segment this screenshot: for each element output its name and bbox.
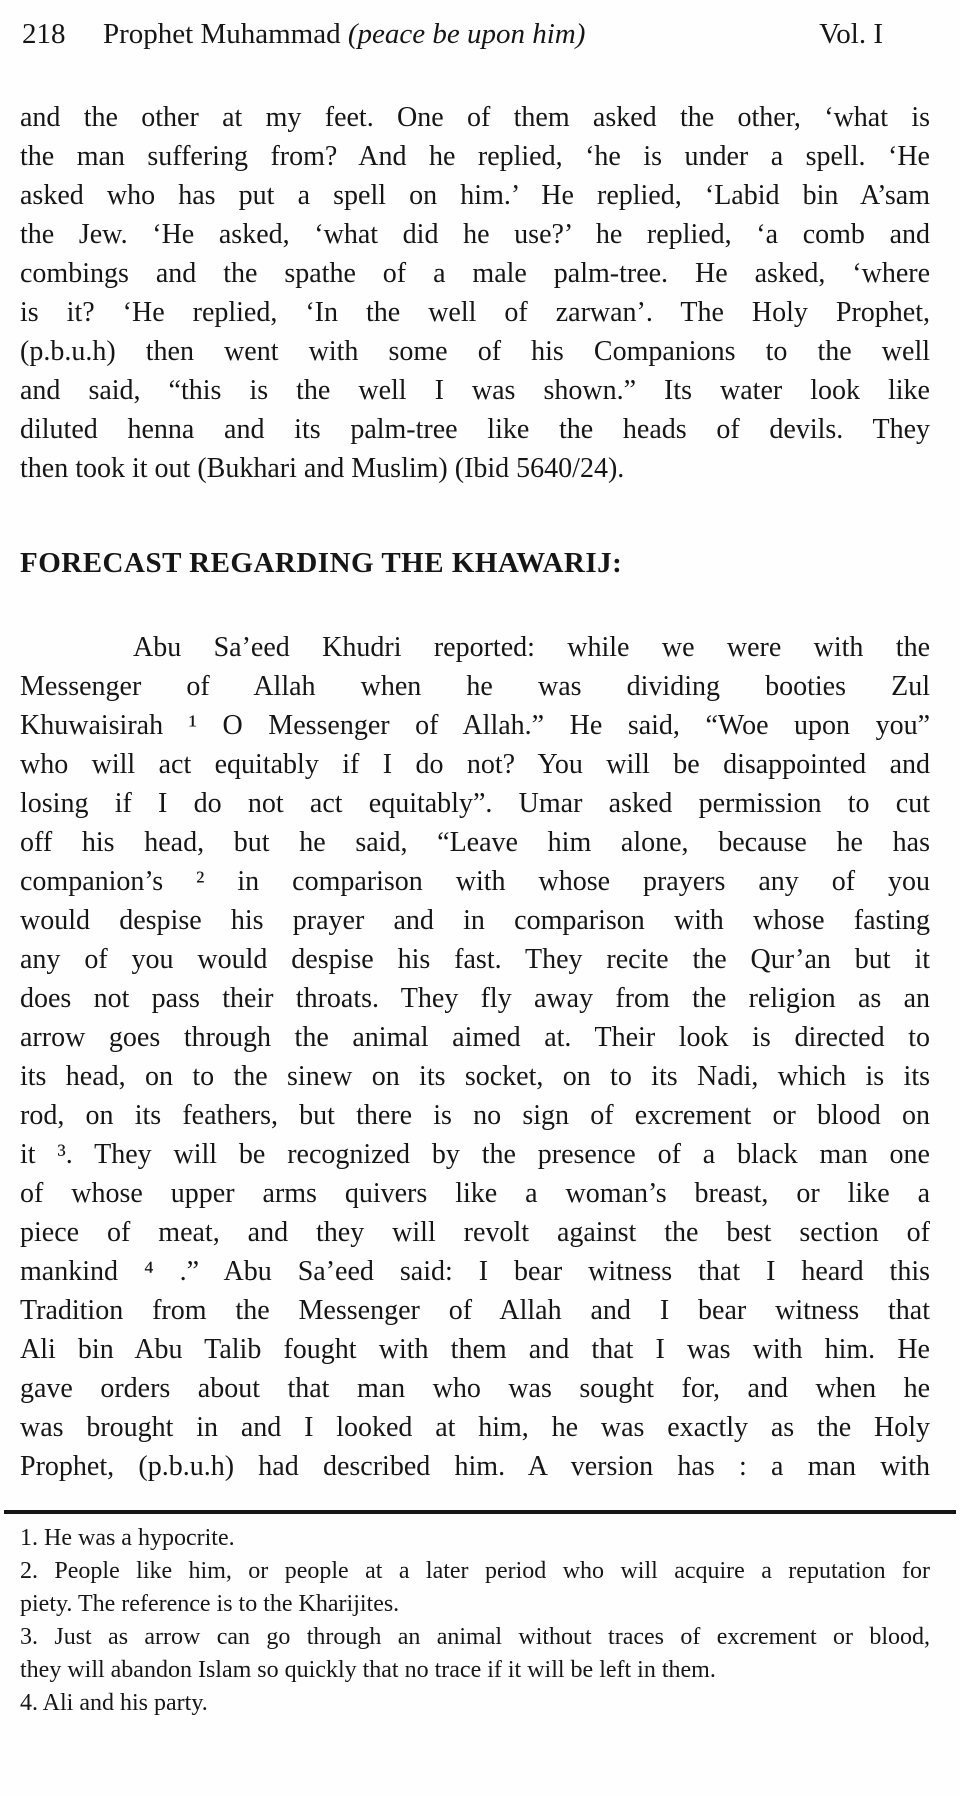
text-line: diluted henna and its palm-tree like the heads of devils. They (20, 414, 930, 445)
volume-label: Vol. I (819, 18, 883, 50)
text-line: it ³. They will be recognized by the presence of a black man one (20, 1139, 930, 1170)
text-line: Messenger of Allah when he was dividing booties Zul (20, 671, 930, 702)
section-heading: FORECAST REGARDING THE KHAWARIJ: (20, 547, 623, 579)
text-line: Khuwaisirah ¹ O Messenger of Allah.” He said, “Woe upon you” (20, 710, 930, 741)
running-title (103, 16, 585, 52)
text-line: is it? ‘He replied, ‘In the well of zarwan’. The Holy Prophet, (20, 297, 930, 328)
text-line: 4. Ali and his party. (20, 1690, 208, 1716)
text-line: the Jew. ‘He asked, ‘what did he use?’ he replied, ‘a comb and (20, 219, 930, 250)
body-paragraph-2 (20, 628, 930, 1486)
text-line: companion’s ² in comparison with whose prayers any of you (20, 866, 930, 897)
text-line: does not pass their throats. They fly away from the religion as an (20, 983, 930, 1014)
text-line: gave orders about that man who was sought for, and when he (20, 1373, 930, 1404)
text-line: (p.b.u.h) then went with some of his Companions to the well (20, 336, 930, 367)
text-line: and said, “this is the well I was shown.” Its water look like (20, 375, 930, 406)
running-title-italic: (peace be upon him) (347, 18, 586, 50)
text-line: arrow goes through the animal aimed at. Their look is directed to (20, 1022, 930, 1053)
text-line: and the other at my feet. One of them asked the other, ‘what is (20, 102, 930, 133)
text-line: 3. Just as arrow can go through an animal without traces of excrement or blood, (20, 1624, 930, 1650)
running-title-text: Prophet Muhammad (103, 18, 348, 50)
page-body (20, 98, 930, 1720)
text-line: was brought in and I looked at him, he was exactly as the Holy (20, 1412, 930, 1443)
text-line: piece of meat, and they will revolt against the best section of (20, 1217, 930, 1248)
page-number: 218 (22, 18, 66, 50)
text-line: then took it out (Bukhari and Muslim) (Ibid 5640/24). (20, 453, 625, 484)
text-line: who will act equitably if I do not? You will be disappointed and (20, 749, 930, 780)
text-line: Tradition from the Messenger of Allah and I bear witness that (20, 1295, 930, 1326)
text-line: Prophet, (p.b.u.h) had described him. A version has : a man with (20, 1451, 930, 1482)
text-line: losing if I do not act equitably”. Umar asked permission to cut (20, 788, 930, 819)
text-line: 1. He was a hypocrite. (20, 1525, 235, 1551)
text-line: asked who has put a spell on him.’ He replied, ‘Labid bin A’sam (20, 180, 930, 211)
text-line: Abu Sa’eed Khudri reported: while we were with the (133, 632, 930, 663)
text-line: Ali bin Abu Talib fought with them and that I was with him. He (20, 1334, 930, 1365)
footnote-2 (20, 1555, 930, 1621)
text-line: mankind ⁴ .” Abu Sa’eed said: I bear witness that I heard this (20, 1256, 930, 1287)
footnotes (20, 1522, 930, 1720)
text-line: off his head, but he said, “Leave him alone, because he has (20, 827, 930, 858)
text-line: piety. The reference is to the Kharijites. (20, 1591, 400, 1617)
footnote-4 (20, 1687, 930, 1720)
text-line: rod, on its feathers, but there is no sign of excrement or blood on (20, 1100, 930, 1131)
text-line: combings and the spathe of a male palm-tree. He asked, ‘where (20, 258, 930, 289)
body-paragraph-1 (20, 98, 930, 488)
text-line: the man suffering from? And he replied, ‘he is under a spell. ‘He (20, 141, 930, 172)
text-line: any of you would despise his fast. They recite the Qur’an but it (20, 944, 930, 975)
footnote-3 (20, 1621, 930, 1687)
text-line: would despise his prayer and in comparison with whose fasting (20, 905, 930, 936)
text-line: they will abandon Islam so quickly that no trace if it will be left in them. (20, 1657, 716, 1683)
text-line: its head, on to the sinew on its socket, on to its Nadi, which is its (20, 1061, 930, 1092)
footnote-separator (4, 1510, 956, 1514)
text-line: 2. People like him, or people at a later period who will acquire a reputation for (20, 1558, 930, 1584)
page-header (22, 16, 960, 52)
text-line: of whose upper arms quivers like a woman’s breast, or like a (20, 1178, 930, 1209)
footnote-1 (20, 1522, 930, 1555)
